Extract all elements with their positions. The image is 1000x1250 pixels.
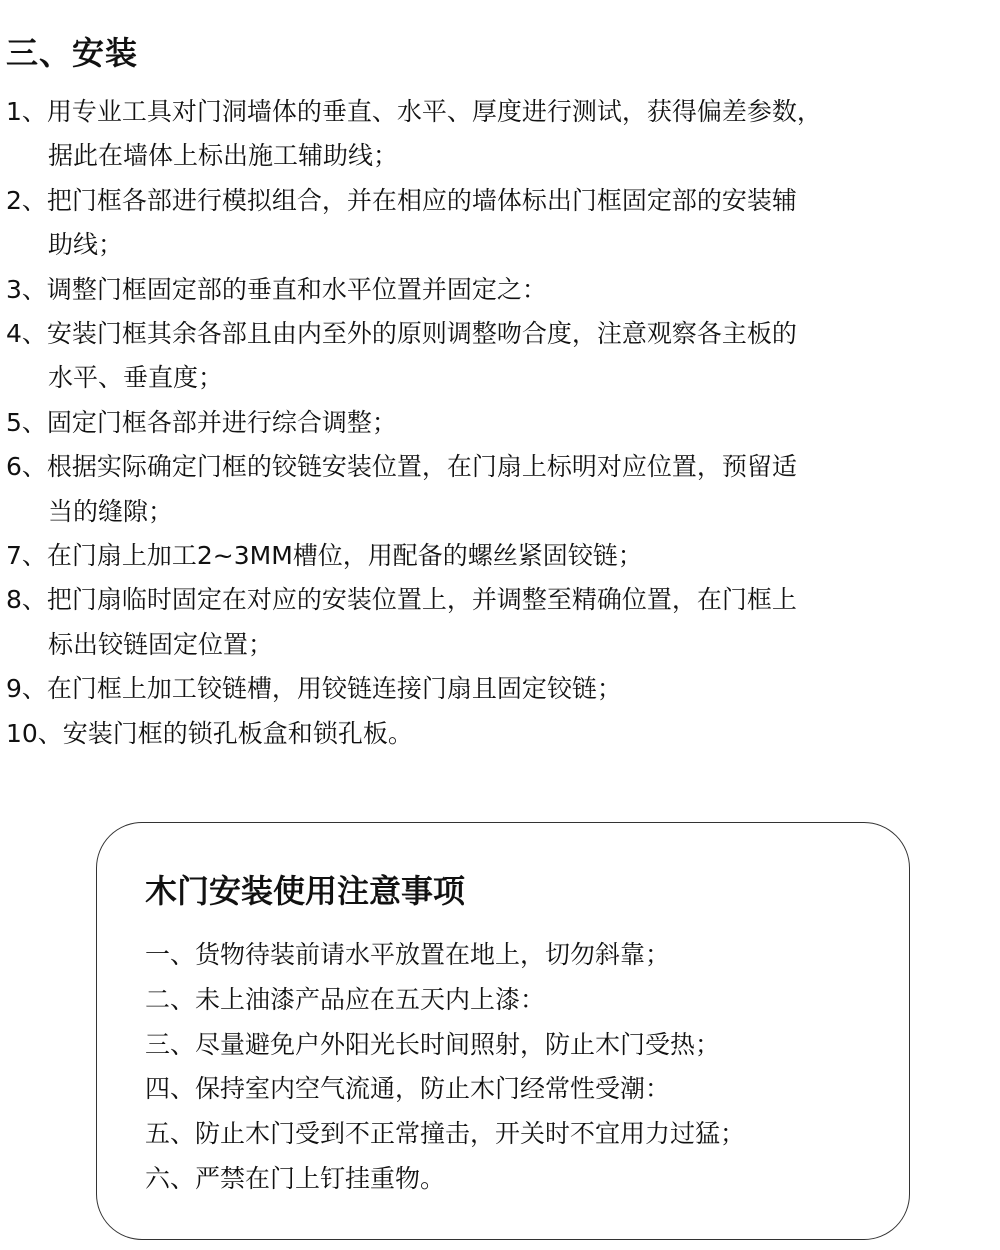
notice-item-5: 五、防止木门受到不正常撞击，开关时不宜用力过猛； (145, 1119, 746, 1149)
step-8 (6, 578, 1000, 667)
step-7-line1: 7、在门扇上加工2~3MM槽位，用配备的螺丝紧固铰链； (6, 541, 643, 571)
notice-item-1: 一、货物待装前请水平放置在地上，切勿斜靠； (145, 940, 671, 969)
step-3 (6, 268, 1000, 312)
notice-item-3: 三、尽量避免户外阳光长时间照射，防止木门受热； (145, 1029, 721, 1059)
step-1-line2: 据此在墙体上标出施工辅助线； (48, 141, 399, 171)
installation-steps (6, 90, 1000, 756)
step-10 (6, 712, 1000, 756)
step-9 (6, 667, 1000, 711)
notice-list (145, 933, 745, 1202)
step-10-line1: 10、安装门框的锁孔板盒和锁孔板。 (6, 718, 413, 748)
step-3-line1: 3、调整门框固定部的垂直和水平位置并固定之： (6, 274, 547, 304)
step-2 (6, 179, 1000, 268)
step-1-line1: 1、用专业工具对门洞墙体的垂直、水平、厚度进行测试，获得偏差参数， (6, 97, 822, 126)
step-6-line2: 当的缝隙； (48, 496, 174, 526)
step-4 (6, 312, 1000, 401)
step-9-line1: 9、在门框上加工铰链槽，用铰链连接门扇且固定铰链； (6, 674, 622, 704)
step-5-line1: 5、固定门框各部并进行综合调整； (6, 407, 397, 437)
step-7 (6, 534, 1000, 578)
step-2-line2: 助线； (48, 230, 124, 260)
section-title: 三、安装 (6, 34, 139, 72)
notice-item-6: 六、严禁在门上钉挂重物。 (145, 1163, 446, 1193)
notice-title: 木门安装使用注意事项 (145, 872, 466, 910)
step-8-line2: 标出铰链固定位置； (48, 629, 274, 659)
notice-box (96, 822, 910, 1240)
step-2-line1: 2、把门框各部进行模拟组合，并在相应的墙体标出门框固定部的安装辅 (6, 185, 797, 215)
step-6-line1: 6、根据实际确定门框的铰链安装位置，在门扇上标明对应位置，预留适 (6, 452, 797, 482)
step-5 (6, 401, 1000, 445)
step-1 (6, 90, 1000, 179)
notice-item-2: 二、未上油漆产品应在五天内上漆： (145, 984, 546, 1014)
notice-item-4: 四、保持室内空气流通，防止木门经常性受潮： (145, 1074, 671, 1104)
step-4-line1: 4、安装门框其余各部且由内至外的原则调整吻合度，注意观察各主板的 (6, 319, 797, 349)
step-8-line1: 8、把门扇临时固定在对应的安装位置上，并调整至精确位置，在门框上 (6, 585, 797, 615)
step-4-line2: 水平、垂直度； (48, 363, 224, 393)
step-6 (6, 445, 1000, 534)
